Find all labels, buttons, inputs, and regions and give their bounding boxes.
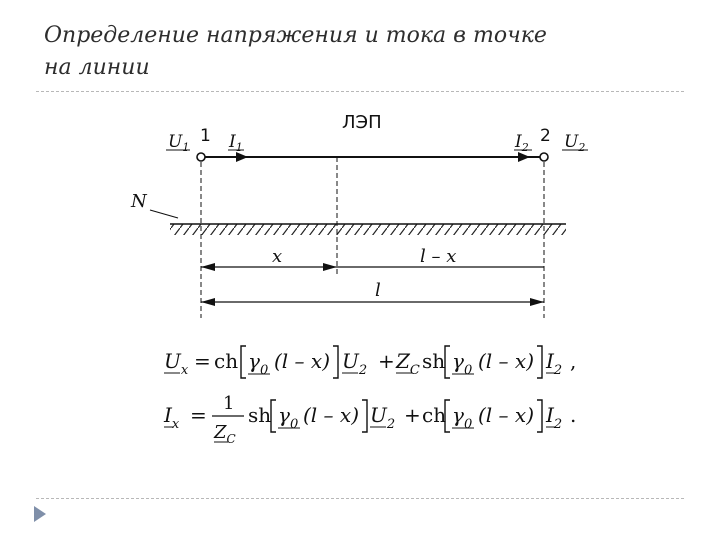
f2-ch: ch [422, 403, 447, 427]
f1-arg2: (l – x) [478, 349, 534, 373]
title-line-1: Определение напряжения и тока в точке [44, 23, 547, 48]
f1-bracket2-open [445, 346, 450, 378]
f2-i2: $I_2$ [546, 403, 563, 432]
ground-label: N [131, 191, 147, 212]
f1-arg: (l – x) [274, 349, 330, 373]
u1-label: $U_1$ [168, 132, 190, 154]
f2-arg2: (l – x) [478, 403, 534, 427]
f2-numerator: 1 [223, 393, 235, 414]
f1-sh: sh [422, 349, 446, 373]
f1-plus: + [378, 349, 395, 373]
f1-bracket2-close [537, 346, 542, 378]
f2-sh: sh [248, 403, 272, 427]
title-line-2: на линии [44, 55, 150, 80]
dimension-l-minus-x-label: l – x [420, 246, 457, 267]
dimension-x-label: x [272, 246, 283, 267]
f1-lhs: $U_x$ [164, 349, 189, 378]
footer-divider [36, 498, 684, 499]
f2-eq: = [190, 403, 207, 427]
dimension-l-label: l [375, 280, 381, 301]
f1-gamma: $\gamma_0$ [248, 349, 269, 378]
f1-gamma2: $\gamma_0$ [452, 349, 473, 378]
f2-u2: $U_2$ [370, 403, 396, 432]
line-label: ЛЭП [342, 112, 382, 133]
f2-gamma: $\gamma_0$ [278, 403, 299, 432]
node-1-number: 1 [200, 126, 211, 146]
f1-u2: $U_2$ [342, 349, 368, 378]
f2-plus: + [404, 403, 421, 427]
f1-bracket-close [333, 346, 338, 378]
i1-label: $I_1$ [229, 132, 243, 154]
f2-end: . [570, 403, 577, 427]
f2-lhs: $I_x$ [164, 403, 180, 432]
f1-end: , [570, 349, 577, 373]
f1-zc: $Z_C$ [396, 349, 420, 378]
f2-denominator: $Z_C$ [214, 422, 236, 446]
f2-bracket-open [271, 400, 276, 432]
f2-bracket2-close [537, 400, 542, 432]
f2-bracket-close [362, 400, 367, 432]
f2-arg: (l – x) [303, 403, 359, 427]
f2-gamma2: $\gamma_0$ [452, 403, 473, 432]
node-2-number: 2 [540, 126, 551, 146]
slide-bullet-arrow-icon [34, 506, 46, 522]
f1-ch: ch [214, 349, 239, 373]
formula-voltage [164, 346, 576, 378]
f1-eq: = [194, 349, 211, 373]
f1-i2: $I_2$ [546, 349, 563, 378]
f1-bracket-open [241, 346, 246, 378]
u2-label: $U_2$ [564, 132, 586, 154]
formula-current [163, 393, 576, 446]
i2-label: $I_2$ [515, 132, 529, 154]
